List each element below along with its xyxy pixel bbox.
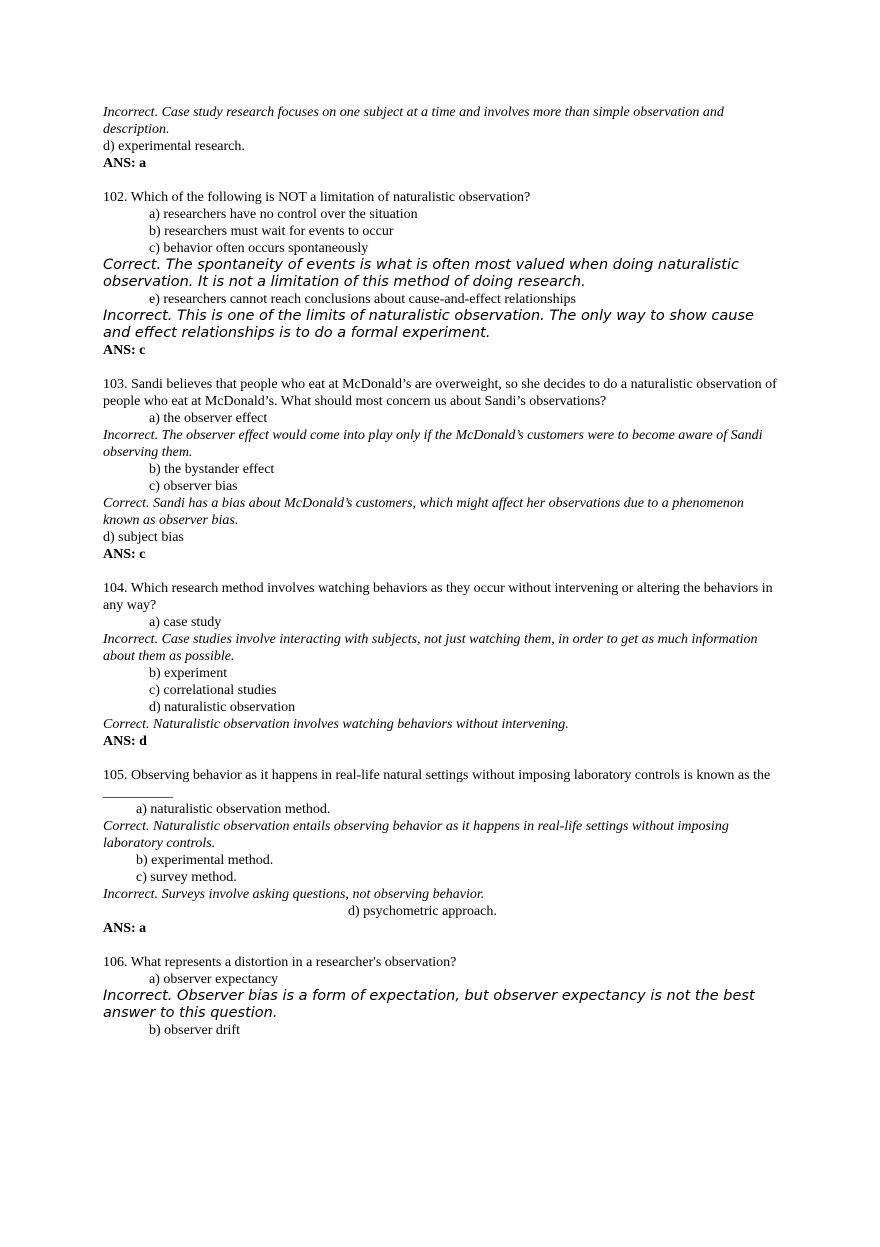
q101-feedback-incorrect: Incorrect. Case study research focuses on one subject at a time and involves more than simple observation and description. (103, 105, 728, 137)
q102-option-c: c) behavior often occurs spontaneously (149, 241, 369, 256)
q104-option-d: d) naturalistic observation (149, 700, 296, 715)
q102-feedback-c: Correct. The spontaneity of events is what is often most valued when doing naturalistic observation. It is not a limitation of this method of doing research. (103, 257, 739, 290)
q103-feedback-c: Correct. Sandi has a bias about McDonald’s customers, which might affect her observations due to a phenomenon known as observer bias. (103, 496, 748, 528)
q105-option-b: b) experimental method. (136, 853, 274, 868)
q103-answer: ANS: c (103, 547, 146, 562)
q103-option-d: d) subject bias (103, 530, 184, 545)
q105-answer: ANS: a (103, 921, 147, 936)
q102-question: 102. Which of the following is NOT a limitation of naturalistic observation? (103, 190, 531, 205)
q103-option-a: a) the observer effect (149, 411, 268, 426)
q104-feedback-a: Incorrect. Case studies involve interacting with subjects, not just watching them, in order to get as much information about them as possible. (103, 632, 762, 664)
q103-option-b: b) the bystander effect (149, 462, 275, 477)
q105-option-d: d) psychometric approach. (348, 904, 497, 919)
q102-feedback-e: Incorrect. This is one of the limits of naturalistic observation. The only way to show cause and effect relationships is to do a formal experiment. (103, 308, 754, 341)
q106-option-b: b) observer drift (149, 1023, 240, 1038)
q104-answer: ANS: d (103, 734, 147, 749)
q102-option-b: b) researchers must wait for events to occur (149, 224, 394, 239)
q106-option-a: a) observer expectancy (149, 972, 279, 987)
q104-question: 104. Which research method involves watching behaviors as they occur without intervening or altering the behaviors in any way? (103, 581, 777, 613)
q106-question: 106. What represents a distortion in a researcher's observation? (103, 955, 457, 970)
q101-answer: ANS: a (103, 156, 147, 171)
document-page (103, 104, 783, 1039)
q104-option-b: b) experiment (149, 666, 228, 681)
q102-option-e: e) researchers cannot reach conclusions about cause-and-effect relationships (149, 292, 576, 307)
q104-option-c: c) correlational studies (149, 683, 277, 698)
q105-option-c: c) survey method. (136, 870, 237, 885)
q104-feedback-d: Correct. Naturalistic observation involves watching behaviors without intervening. (103, 717, 569, 732)
q103-option-c: c) observer bias (149, 479, 238, 494)
q104-option-a: a) case study (149, 615, 222, 630)
q101-option-d: d) experimental research. (103, 139, 245, 154)
q105-question: 105. Observing behavior as it happens in real-life natural settings without imposing laboratory controls is known as the __________ (103, 768, 774, 800)
q103-feedback-a: Incorrect. The observer effect would come into play only if the McDonald’s customers were to become aware of Sandi observing them. (103, 428, 767, 460)
q105-feedback-a: Correct. Naturalistic observation entails observing behavior as it happens in real-life settings without imposing laboratory controls. (103, 819, 733, 851)
q105-option-a: a) naturalistic observation method. (136, 802, 331, 817)
q102-option-a: a) researchers have no control over the situation (149, 207, 418, 222)
q105-feedback-c: Incorrect. Surveys involve asking questions, not observing behavior. (103, 887, 485, 902)
q102-answer: ANS: c (103, 343, 146, 358)
q103-question: 103. Sandi believes that people who eat at McDonald’s are overweight, so she decides to do a naturalistic observation of people who eat at McDonald’s. What should most concern us about Sandi’s observations? (103, 377, 781, 409)
q106-feedback-a: Incorrect. Observer bias is a form of expectation, but observer expectancy is not the best answer to this question. (103, 988, 755, 1021)
